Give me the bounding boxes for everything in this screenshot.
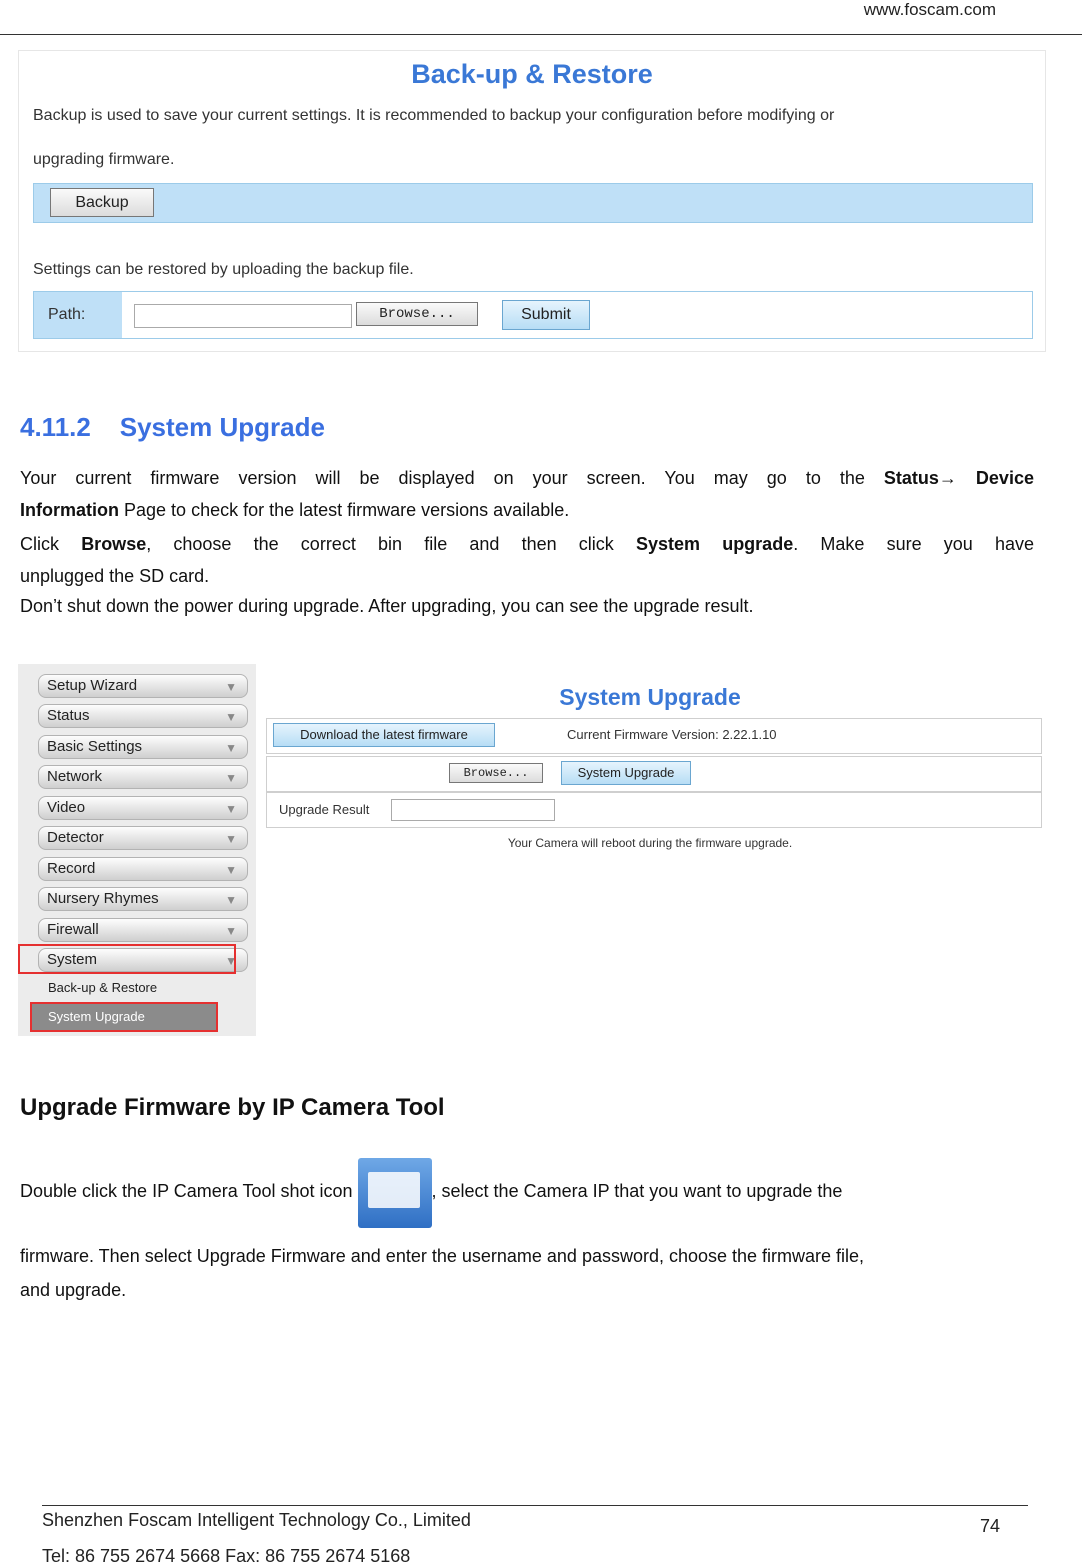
- menu-item-record[interactable]: Record ▼: [38, 857, 248, 881]
- current-firmware-version: Current Firmware Version: 2.22.1.10: [567, 727, 777, 742]
- system-upgrade-screenshot: [18, 664, 1044, 1036]
- system-upgrade-panel: [256, 664, 1044, 1036]
- paragraph-2-line1: Click Browse, choose the correct bin file and then click System upgrade. Make sure you have: [20, 534, 1035, 554]
- reboot-note: Your Camera will reboot during the firmware upgrade.: [507, 836, 793, 850]
- submenu-backup-restore[interactable]: Back-up & Restore: [48, 980, 158, 995]
- chevron-down-icon: ▼: [225, 832, 237, 846]
- highlight-system: [18, 944, 236, 974]
- chevron-down-icon: ▼: [225, 924, 237, 938]
- footer-divider: [42, 1505, 1028, 1506]
- chevron-down-icon: ▼: [225, 802, 237, 816]
- tool-paragraph-line3: and upgrade.: [20, 1280, 127, 1300]
- path-label: Path:: [48, 306, 86, 323]
- restore-row: [33, 291, 1033, 339]
- chevron-down-icon: ▼: [225, 710, 237, 724]
- paragraph-1-line2: Information Page to check for the latest firmware versions available.: [20, 500, 570, 520]
- tool-section-title: Upgrade Firmware by IP Camera Tool: [20, 1094, 445, 1121]
- menu-item-nursery-rhymes[interactable]: Nursery Rhymes ▼: [38, 887, 248, 911]
- tool-paragraph-line1: Double click the IP Camera Tool shot icon , select the Camera IP that you want to upgrade the: [20, 1154, 1034, 1228]
- system-upgrade-button[interactable]: System Upgrade: [561, 761, 691, 785]
- path-input[interactable]: [134, 304, 352, 328]
- paragraph-1-line1: Your current firmware version will be displayed on your screen. You may go to the Status→ Device: [20, 468, 1034, 488]
- tool-paragraph-line2: firmware. Then select Upgrade Firmware and enter the username and password, choose the firmware file,: [20, 1246, 865, 1266]
- system-upgrade-title: System Upgrade: [559, 684, 741, 710]
- status-link-text: Status: [883, 468, 939, 488]
- settings-sidebar: [18, 664, 256, 1036]
- backup-restore-title: Back-up & Restore: [411, 59, 653, 89]
- paragraph-2-line2: unplugged the SD card.: [20, 566, 210, 586]
- upgrade-result-field: [391, 799, 555, 821]
- footer-contact: Tel: 86 755 2674 5668 Fax: 86 755 2674 5168: [42, 1546, 411, 1566]
- chevron-down-icon: ▼: [225, 863, 237, 877]
- backup-description-line1: Backup is used to save your current settings. It is recommended to backup your configuration before modifying or: [33, 107, 835, 124]
- download-firmware-button[interactable]: Download the latest firmware: [273, 723, 495, 747]
- section-title: 4.11.2 System Upgrade: [20, 412, 325, 442]
- backup-button[interactable]: Backup: [50, 188, 154, 217]
- menu-item-status[interactable]: Status ▼: [38, 704, 248, 728]
- header-divider: [0, 34, 1082, 35]
- chevron-down-icon: ▼: [225, 893, 237, 907]
- paragraph-3: Don’t shut down the power during upgrade. After upgrading, you can see the upgrade result.: [20, 596, 754, 616]
- browse-button[interactable]: Browse...: [356, 302, 478, 326]
- menu-item-network[interactable]: Network ▼: [38, 765, 248, 789]
- highlight-system-upgrade: [30, 1002, 218, 1032]
- submenu-system-upgrade[interactable]: System Upgrade: [48, 1009, 145, 1024]
- arrow-icon: →: [938, 468, 957, 488]
- chevron-down-icon: ▼: [225, 954, 237, 968]
- backup-row: [33, 183, 1033, 223]
- footer-company: Shenzhen Foscam Intelligent Technology Co., Limited: [42, 1510, 471, 1530]
- submit-button[interactable]: Submit: [502, 300, 590, 330]
- menu-item-setup-wizard[interactable]: Setup Wizard ▼: [38, 674, 248, 698]
- backup-restore-screenshot: [18, 50, 1046, 352]
- menu-item-detector[interactable]: Detector ▼: [38, 826, 248, 850]
- menu-item-basic-settings[interactable]: Basic Settings ▼: [38, 735, 248, 759]
- page-number: 74: [980, 1516, 1001, 1536]
- header-url: www.foscam.com: [863, 0, 996, 19]
- chevron-down-icon: ▼: [225, 771, 237, 785]
- upgrade-result-label: Upgrade Result: [279, 802, 370, 817]
- chevron-down-icon: ▼: [225, 741, 237, 755]
- upgrade-browse-button[interactable]: Browse...: [449, 763, 543, 783]
- menu-item-video[interactable]: Video ▼: [38, 796, 248, 820]
- menu-item-firewall[interactable]: Firewall ▼: [38, 918, 248, 942]
- backup-description-line2: upgrading firmware.: [33, 151, 175, 168]
- menu-item-system[interactable]: System ▼: [38, 948, 248, 972]
- restore-description: Settings can be restored by uploading the backup file.: [33, 261, 414, 278]
- chevron-down-icon: ▼: [225, 680, 237, 694]
- ip-camera-tool-icon: [358, 1158, 432, 1228]
